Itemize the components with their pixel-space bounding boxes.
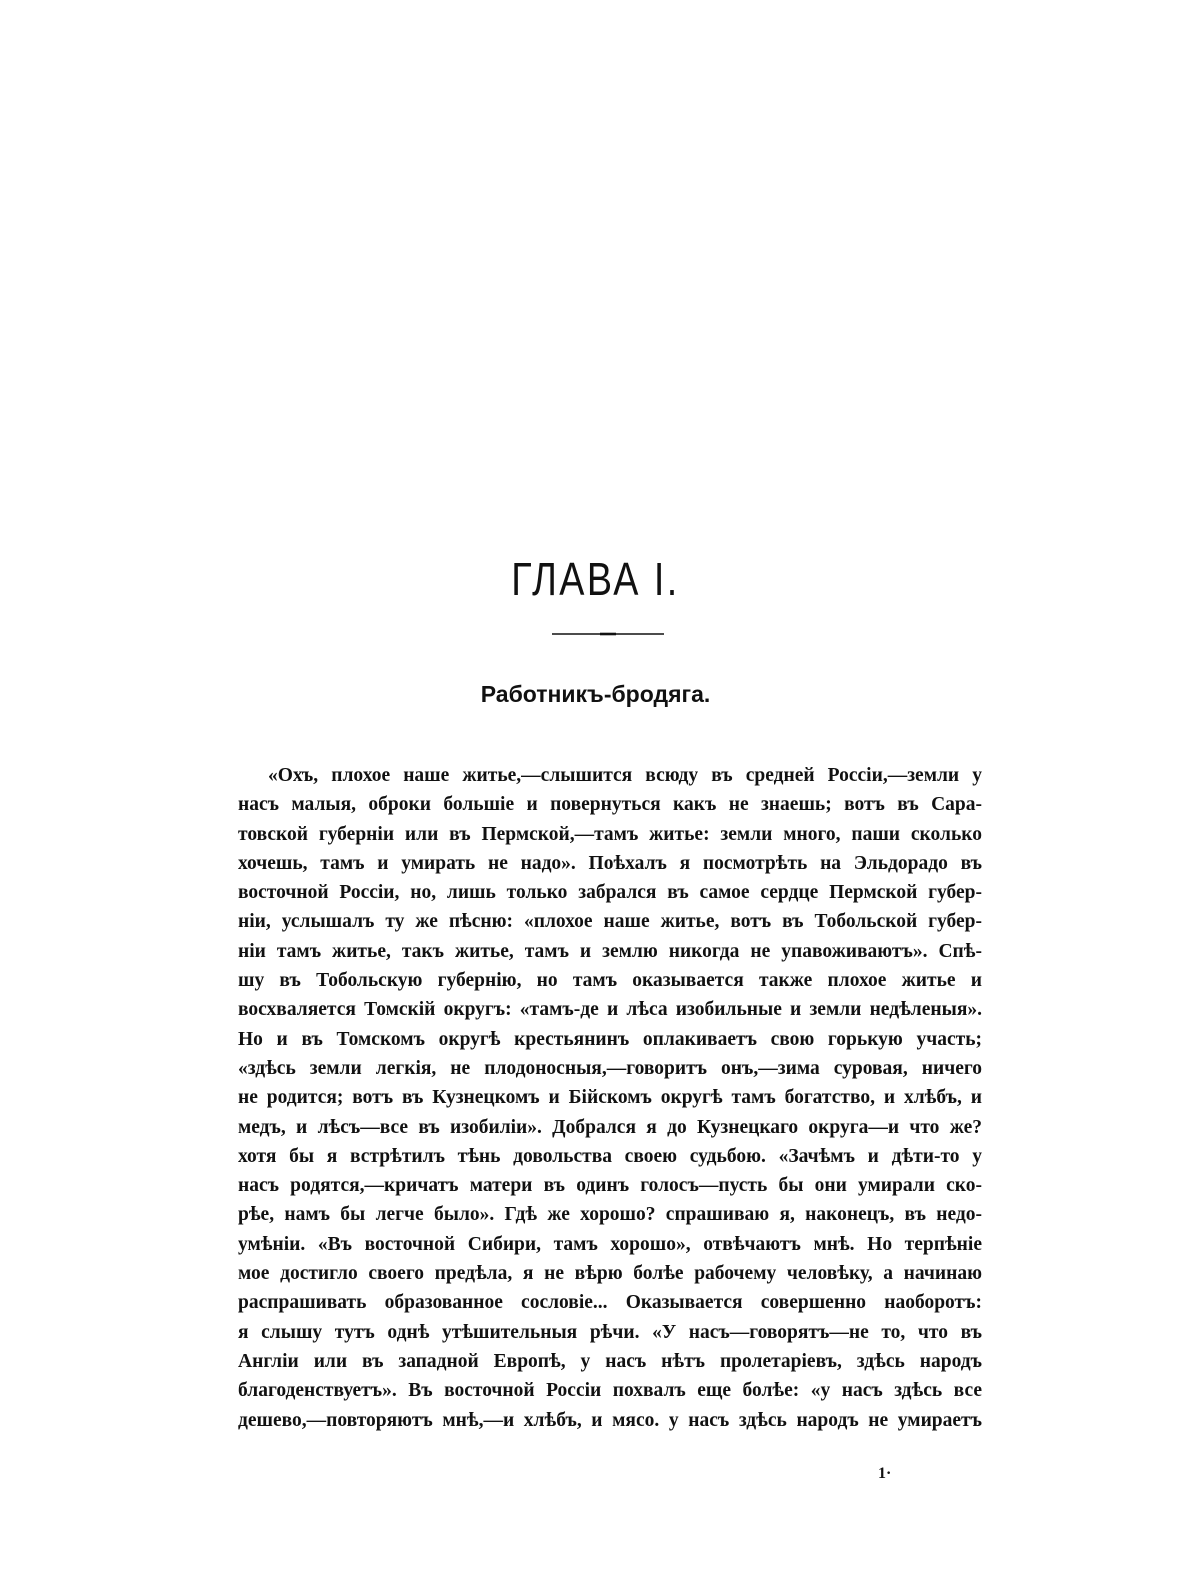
text-line: «здѣсь земли легкiя, не плодоносныя,—говоритъ онъ,—зима суровая, ничего [238,1057,982,1079]
text-line: не родится; вотъ въ Кузнецкомъ и Бiйскомъ округѣ тамъ богатство, и хлѣбъ, и [238,1087,982,1109]
text-line: умѣнiи. «Въ восточной Сибири, тамъ хорошо», отвѣчаютъ мнѣ. Но терпѣнiе [238,1233,982,1255]
text-line: хочешь, тамъ и умирать не надо». Поѣхалъ я посмотрѣть на Эльдорадо въ [238,852,982,874]
text-line: «Охъ, плохое наше житье,—слышится всюду въ средней Россiи,—земли у [268,765,982,786]
body-text [238,761,982,1435]
text-line: я слышу тутъ однѣ утѣшительныя рѣчи. «У насъ—говорятъ—не то, что въ [238,1321,982,1343]
text-line: хотя бы я встрѣтилъ тѣнь довольства своею судьбою. «Зачѣмъ и дѣти-то у [238,1145,982,1167]
text-line: медъ, и лѣсъ—все въ изобилiи». Добрался я до Кузнецкаго округа—и что же? [238,1116,982,1138]
text-line: товской губернiи или въ Пермской,—тамъ житье: земли много, паши сколько [238,823,982,845]
text-line: восточной Россiи, но, лишь только забрался въ самое сердце Пермской губер- [238,882,982,904]
text-line: мое достигло своего предѣла, я не вѣрю болѣе рабочему человѣку, а начинаю [238,1263,982,1285]
text-line: дешево,—повторяютъ мнѣ,—и хлѣбъ, и мясо. у насъ здѣсь народъ не умираетъ [238,1409,982,1431]
text-line: нiи тамъ житье, такъ житье, тамъ и землю никогда не упавоживаютъ». Спѣ- [238,940,982,962]
text-line: распрашивать образованное сословiе... Оказывается совершенно наоборотъ: [238,1292,982,1314]
chapter-title: ГЛАВА I. [511,553,680,605]
text-line: насъ малыя, оброки большiе и повернуться какъ не знаешь; вотъ въ Сара- [238,794,982,816]
text-line: Англiи или въ западной Европѣ, у насъ нѣтъ пролетарiевъ, здѣсь народъ [238,1350,982,1372]
text-line: благоденствуетъ». Въ восточной Россiи похвалъ еще болѣе: «у насъ здѣсь все [238,1380,982,1402]
text-line: восхваляется Томскiй округъ: «тамъ-де и лѣса изобильные и земли недѣленыя». [238,999,982,1021]
text-line: рѣе, намъ бы легче было». Гдѣ же хорошо? спрашиваю я, наконецъ, въ недо- [238,1204,982,1226]
text-line: нiи, услышалъ ту же пѣсню: «плохое наше житье, вотъ въ Тобольской губер- [238,911,982,933]
section-title: Работникъ-бродяга. [480,681,711,707]
text-line: шу въ Тобольскую губернiю, но тамъ оказывается также плохое житье и [238,970,982,992]
page-number: 1· [878,1465,892,1482]
text-line: насъ родятся,—кричатъ матери въ одинъ голосъ—пусть бы они умирали ско- [238,1175,982,1197]
text-line: Но и въ Томскомъ округѣ крестьянинъ оплакиваетъ свою горькую участь; [238,1028,982,1050]
ornamental-divider [552,631,664,637]
